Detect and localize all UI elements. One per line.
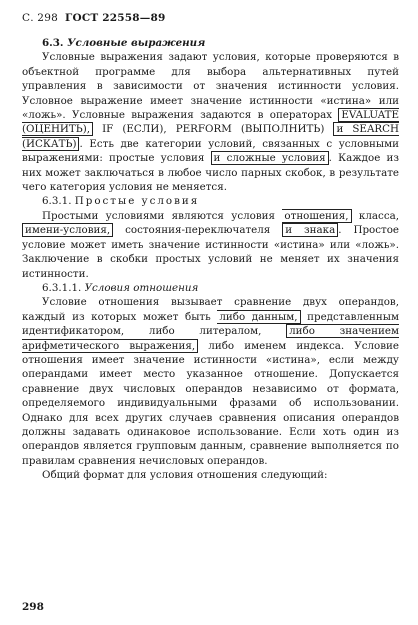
page-number: 298 bbox=[22, 601, 44, 613]
section-title: Условные выражения bbox=[67, 37, 206, 49]
boxed-evaluate: EVALUATE (ОЦЕНИТЬ), bbox=[22, 109, 399, 136]
boxed-condition-name: имени-условия, bbox=[22, 223, 113, 237]
para1-text-a: Условные выражения задают условия, которые проверяются в объектной программе для выбора альтернативных путей управления в зависимости от значения истинности условия. Условное выражение имеет значение истинности «истина» или «ложь». Условные выражения задаются в операторах bbox=[22, 51, 399, 122]
section-number: 6.3. bbox=[42, 37, 64, 49]
document-body bbox=[22, 36, 399, 483]
paragraph-simple-conditions bbox=[22, 209, 399, 281]
para2-text-a: Простыми условиями являются условия bbox=[42, 209, 283, 222]
boxed-arithmetic-expression: либо значением арифметического выражения, bbox=[22, 325, 399, 352]
para2-text-b: класса, bbox=[351, 209, 399, 222]
boxed-complex-conditions: и сложные условия bbox=[211, 151, 329, 165]
boxed-sign: и знака bbox=[282, 223, 338, 237]
para3-text-b: представленным идентификатором, либо литералом, bbox=[22, 310, 399, 338]
para4-text: Общий формат для условия отношения следующий: bbox=[42, 469, 328, 482]
boxed-data-item: либо данным, bbox=[217, 310, 300, 324]
paragraph-relation-conditions bbox=[22, 295, 399, 468]
para2-text-c: состояния-переключателя bbox=[113, 224, 283, 237]
para1-text-c: . Есть две категории условий, связанных с условными выражениями: простые условия bbox=[22, 137, 399, 165]
subsection-heading-simple bbox=[22, 194, 399, 208]
running-header bbox=[22, 12, 166, 24]
subsubsection-title: Условия отношения bbox=[84, 281, 199, 294]
paragraph-general-format bbox=[22, 468, 399, 482]
para2-text-d: . Простое условие может иметь значение истинности «истина» или «ложь». Заключение в скобки простых условий не меняет их значения истинности. bbox=[22, 224, 399, 280]
boxed-relation: отношения, bbox=[282, 209, 351, 223]
para1-text-d: . Каждое из них может заключаться в любое число парных скобок, в результате чего категория условия не меняется. bbox=[22, 152, 399, 194]
section-heading bbox=[22, 36, 399, 50]
para3-text-a: Условие отношения вызывает сравнение двух операндов, каждый из которых может быть bbox=[22, 296, 399, 323]
para1-text-b: IF (ЕСЛИ), PERFORM (ВЫПОЛНИТЬ) bbox=[93, 123, 334, 136]
subsection-title: Простые условия bbox=[74, 195, 200, 208]
subsection-heading-relation bbox=[22, 281, 399, 295]
header-standard: ГОСТ 22558—89 bbox=[65, 12, 166, 24]
boxed-search: и SEARCH (ИСКАТЬ) bbox=[22, 123, 399, 150]
header-page-prefix: С. 298 bbox=[22, 12, 58, 24]
subsection-number: 6.3.1. bbox=[42, 195, 72, 208]
para3-text-c: либо именем индекса. Условие отношения имеет значение истинности «истина», если между операндами имеет место указанное отношение. Допускается сравнение двух числовых операндов независимо от формата, определяемого индивидуальными фразами об использовании. Однако для всех других случаев сравнения описания операндов должны задавать одинаковое использование. Если хоть один из операндов является групповым данным, сравнение выполняется по правилам сравнения нечисловых операндов. bbox=[22, 339, 399, 467]
subsubsection-number: 6.3.1.1. bbox=[42, 281, 82, 294]
paragraph-conditional-expressions bbox=[22, 50, 399, 194]
